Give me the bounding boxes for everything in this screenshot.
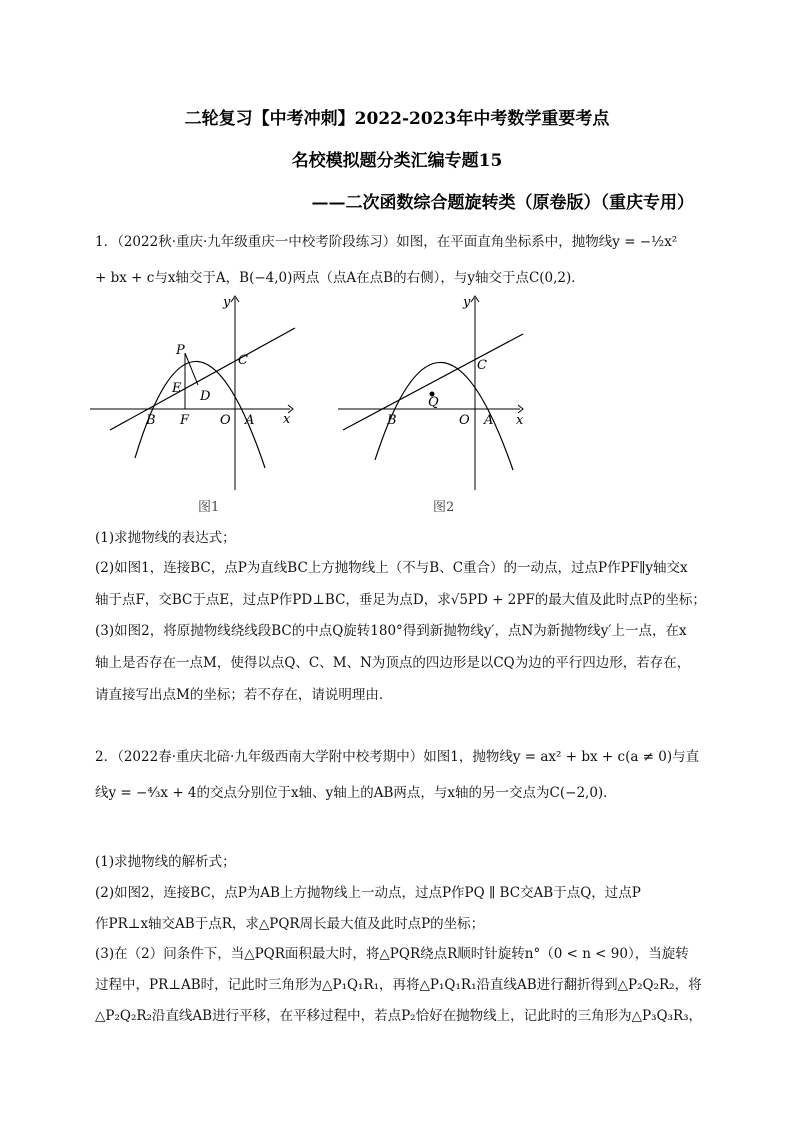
q1-part-1: (1)求抛物线的表达式；: [95, 530, 236, 546]
q1-part-2-line-2: 轴于点F，交BC于点E，过点P作PD⊥BC，垂足为点D，求√5PD + 2PF的最大值及此时点P的坐标；: [95, 592, 706, 608]
fig1-label-c: C: [238, 353, 248, 368]
fig1-label-x: x: [283, 412, 291, 427]
fig1-label-p: P: [176, 343, 185, 358]
fig2-label-a: A: [484, 413, 494, 428]
fig1-label-d: D: [200, 389, 211, 404]
q1-part-3-line-2: 轴上是否存在一点M，使得以点Q、C、M、N为顶点的四边形是以CQ为边的平行四边形，若存在，: [95, 655, 691, 671]
q2-part-3-line-2: 过程中，PR⊥AB时，记此时三角形为△P₁Q₁R₁，再将△P₁Q₁R₁沿直线AB进行翻折得到△P₂Q₂R₂，将: [95, 977, 702, 993]
q1-part-3-line-3: 请直接写出点M的坐标；若不存在，请说明理由．: [95, 687, 393, 703]
title-line-1: 二轮复习【中考冲刺】2022-2023年中考数学重要考点: [184, 109, 610, 129]
fig1-label-o: O: [220, 413, 231, 428]
q2-part-2-line-2: 作PR⊥x轴交AB于点R，求△PQR周长最大值及此时点P的坐标；: [95, 916, 485, 932]
fig1-label-a: A: [245, 413, 255, 428]
fig2-label-q: Q: [428, 395, 439, 410]
q2-stem-line-2: 线y = −⁴⁄₃x + 4的交点分别位于x轴、y轴上的AB两点，与x轴的另一交点为C(−2,0)．: [95, 785, 617, 801]
q2-part-2-line-1: (2)如图2，连接BC，点P为AB上方抛物线上一动点，过点P作PQ ∥ BC交AB于点Q，过点P: [95, 885, 641, 901]
q2-part-1: (1)求抛物线的解析式；: [95, 854, 236, 870]
fig2-label-o: O: [459, 413, 470, 428]
q2-stem-line-1: 2．（2022春·重庆北碚·九年级西南大学附中校考期中）如图1，抛物线y = ax² + bx + c(a ≠ 0)与直: [95, 749, 700, 765]
fig2-label-y: y: [463, 295, 471, 310]
line-bc: [110, 328, 295, 430]
fig1-label-y: y: [223, 295, 231, 310]
fig1-label-f: F: [180, 413, 190, 428]
q2-part-3-line-3: △P₂Q₂R₂沿直线AB进行平移，在平移过程中，若点P₂恰好在抛物线上，记此时的三角形为△P₃Q₃R₃，: [95, 1008, 703, 1024]
fig2-label-b: B: [387, 413, 397, 428]
figure-2: [335, 290, 535, 520]
title-line-3: ——二次函数综合题旋转类（原卷版）（重庆专用）: [311, 193, 694, 213]
line-bc: [343, 334, 523, 430]
fig2-label-c: C: [477, 358, 487, 373]
fig1-label-b: B: [146, 413, 156, 428]
q2-part-3-line-1: (3)在（2）问条件下，当△PQR面积最大时，将△PQR绕点R顺时针旋转n°（0 < n < 90），当旋转: [95, 946, 689, 962]
q1-stem-line-1: 1．（2022秋·重庆·九年级重庆一中校考阶段练习）如图，在平面直角坐标系中，抛物线y = −½x²: [95, 234, 678, 250]
segment-pd: [185, 353, 198, 385]
title-line-2: 名校模拟题分类汇编专题15: [291, 151, 503, 171]
fig2-label-x: x: [516, 413, 524, 428]
figure-2-caption: 图2: [433, 500, 455, 515]
figure-1: [90, 290, 300, 520]
q1-stem-line-2: + bx + c与x轴交于A，B(−4,0)两点（点A在点B的右侧），与y轴交于点C(0,2)．: [95, 270, 585, 286]
fig1-label-e: E: [172, 381, 182, 396]
figure-1-caption: 图1: [198, 500, 220, 515]
q1-part-2-line-1: (2)如图1，连接BC，点P为直线BC上方抛物线上（不与B、C重合）的一动点，过点P作PF∥y轴交x: [95, 560, 688, 576]
q1-part-3-line-1: (3)如图2，将原抛物线绕线段BC的中点Q旋转180°得到新抛物线y′，点N为新抛物线y′上一点，在x: [95, 623, 687, 639]
